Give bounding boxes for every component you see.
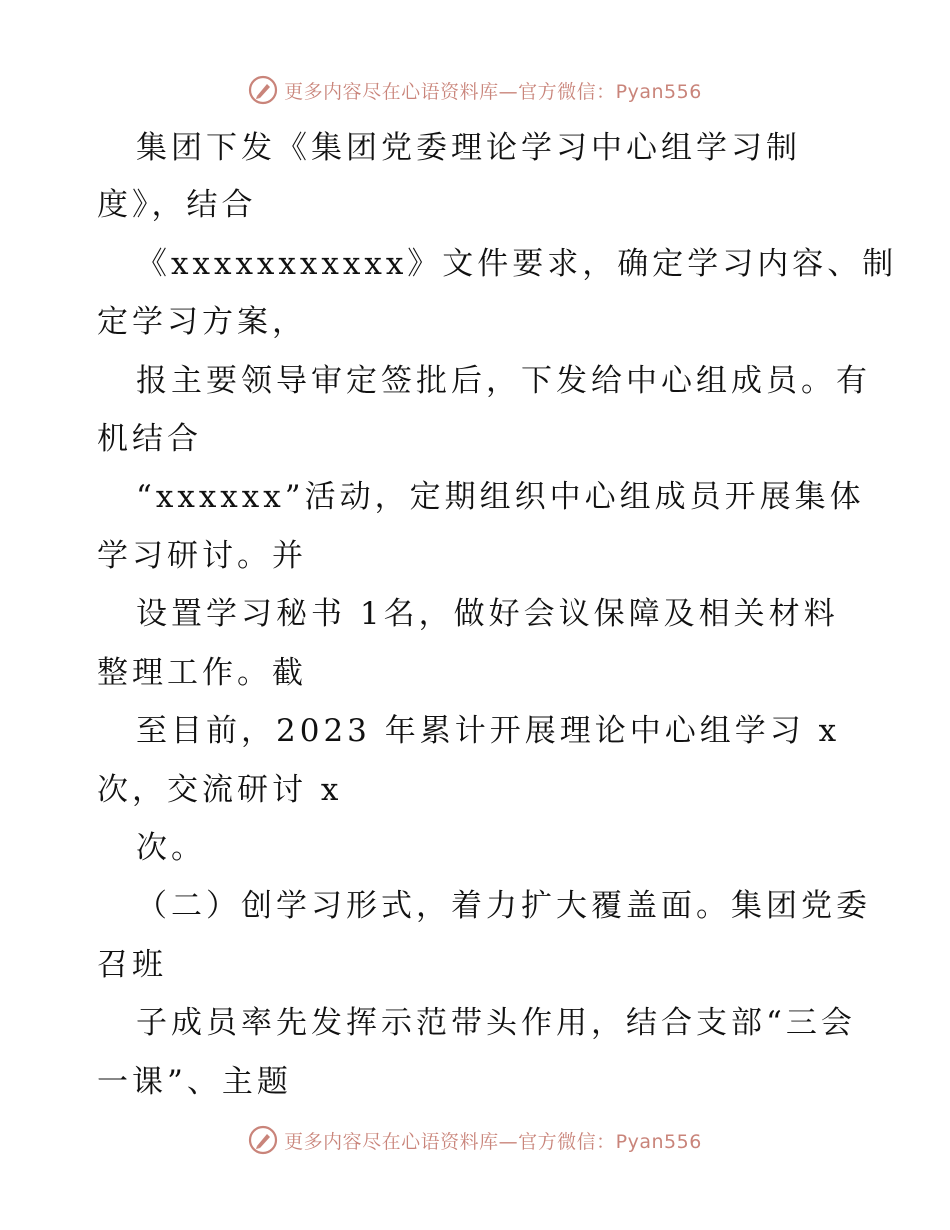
watermark-text: 更多内容尽在心语资料库—官方微信：Pyan556 [284, 80, 702, 103]
text-line: 子成员率先发挥示范带头作用，结合支部“三会 [136, 1005, 856, 1041]
text-line: 报主要领导审定签批后，下发给中心组成员。有 [136, 363, 871, 399]
text-line: “xxxxxx”活动，定期组织中心组成员开展集体 [136, 479, 865, 515]
text-line: 机结合 [97, 421, 202, 457]
text-line: 《xxxxxxxxxxx》文件要求，确定学习内容、制 [136, 246, 898, 282]
footer-watermark [0, 1120, 950, 1160]
text-line: 至目前，2023 年累计开展理论中心组学习 x [136, 713, 841, 749]
pen-logo-icon [248, 1125, 278, 1155]
text-line: 学习研讨。并 [97, 538, 307, 574]
text-line: 设置学习秘书 1名，做好会议保障及相关材料 [136, 596, 839, 632]
text-line: 度》，结合 [97, 187, 257, 223]
text-line: 一课”、主题 [97, 1064, 292, 1100]
text-line: 召班 [97, 947, 167, 983]
text-line: 整理工作。截 [97, 655, 307, 691]
text-line: 次，交流研讨 x [97, 772, 343, 808]
text-line: 集团下发《集团党委理论学习中心组学习制 [136, 130, 801, 166]
text-line: （二）创学习形式，着力扩大覆盖面。集团党委 [136, 888, 871, 924]
watermark-text: 更多内容尽在心语资料库—官方微信：Pyan556 [284, 1130, 702, 1153]
text-line: 定学习方案， [97, 304, 307, 340]
text-line: 次。 [136, 830, 206, 866]
